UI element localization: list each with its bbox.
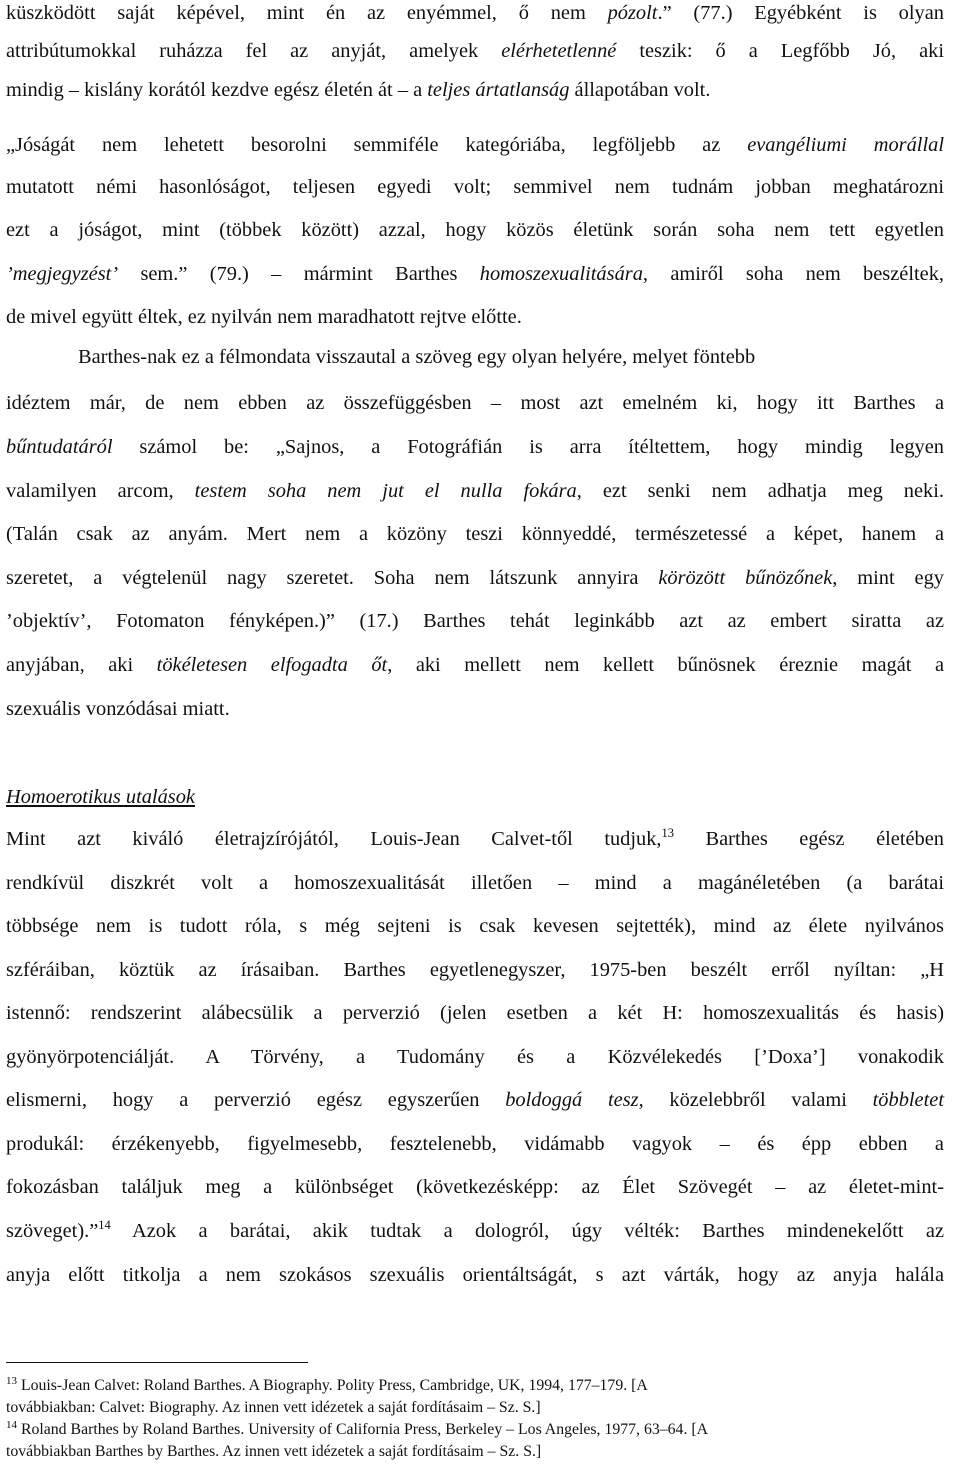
text-segment: , közelebbről valami: [638, 1089, 873, 1111]
text-line: [6, 1218, 944, 1244]
text-segment: fokozásban találjuk meg a különbséget (következésképp: az Élet Szövegét – az életet-mint-: [6, 1176, 944, 1198]
text-segment: Barthes egész életében: [674, 828, 944, 850]
text-segment: többsége nem is tudott róla, s még sejteni is csak kevesen sejtették), mind az élete nyilvános: [6, 915, 944, 937]
text-segment: pózolt: [607, 2, 658, 24]
text-line: [6, 390, 944, 416]
text-segment: küszködött saját képével, mint én az enyémmel, ő nem: [6, 2, 608, 24]
text-line: [6, 696, 944, 722]
text-segment: , amiről soha nem beszéltek,: [642, 263, 945, 285]
text-segment: valamilyen arcom,: [6, 480, 195, 502]
text-segment: Azok a barátai, akik tudtak a dologról, úgy vélték: Barthes mindenekelőtt az: [110, 1220, 944, 1242]
text-line: [6, 652, 944, 678]
text-segment: istennő: rendszerint alábecsülik a perverzió (jelen esetben a két H: homoszexualitás és hasis): [6, 1002, 944, 1024]
text-line: [6, 0, 944, 26]
text-segment: idéztem már, de nem ebben az összefüggésben – most azt emelném ki, hogy itt Barthes a: [6, 392, 944, 414]
text-line: [6, 261, 944, 287]
text-segment: állapotában volt.: [569, 79, 711, 101]
text-segment: szöveget).”: [6, 1220, 99, 1242]
text-segment: mindig – kislány korától kezdve egész életén át – a: [6, 79, 428, 101]
footnote-13: [6, 1376, 944, 1396]
text-segment: Barthes-nak ez a félmondata visszautal a szöveg egy olyan helyére, melyet föntebb: [78, 346, 756, 368]
text-segment: mutatott némi hasonlóságot, teljesen egyedi volt; semmivel nem tudnám jobban meghatározni: [6, 176, 944, 198]
footnote-text: Roland Barthes by Roland Barthes. University of California Press, Berkeley – Los Angeles, 1977, 63–64. [A: [17, 1421, 709, 1438]
section-heading: Homoerotikus utalások: [6, 786, 195, 808]
text-segment: , aki mellett nem kellett bűnösnek éreznie magát a: [387, 654, 944, 676]
text-line: [6, 565, 944, 591]
text-segment: többletet: [872, 1089, 944, 1111]
text-segment: boldoggá tesz: [505, 1089, 639, 1111]
text-line: [6, 521, 944, 547]
text-line: [6, 132, 944, 158]
text-line: [6, 1000, 944, 1026]
text-segment: evangéliumi morállal: [747, 134, 944, 156]
footnote-continuation: továbbiakban Barthes by Barthes. Az innen vett idézetek a saját fordításaim – Sz. S.]: [6, 1443, 542, 1460]
text-line: [6, 913, 944, 939]
text-segment: „Jóságát nem lehetett besorolni semmiféle kategóriába, legföljebb az: [6, 134, 748, 156]
text-line: [6, 434, 944, 460]
text-segment: teljes ártatlanság: [427, 79, 570, 101]
text-line: [6, 217, 944, 243]
text-line: [6, 1044, 944, 1070]
footnote-number: 13: [6, 1375, 17, 1387]
text-line: [6, 1262, 944, 1288]
text-segment: elismerni, hogy a perverzió egész egyszerűen: [6, 1089, 506, 1111]
footnote-continuation: továbbiakban: Calvet: Biography. Az innen vett idézetek a saját fordításaim – Sz. S.]: [6, 1399, 541, 1416]
text-segment: anyjában, aki: [6, 654, 157, 676]
text-segment: homoszexualitására: [479, 263, 643, 285]
text-segment: gyönyörpotenciálját. A Törvény, a Tudomány és a Közvélekedés [’Doxa’] vonakodik: [6, 1046, 944, 1068]
text-segment: szeretet, a végtelenül nagy szeretet. Soha nem látszunk annyira: [6, 567, 659, 589]
text-segment: bűntudatáról: [6, 436, 113, 458]
text-segment: tökéletesen elfogadta őt: [156, 654, 388, 676]
text-line: [6, 870, 944, 896]
text-segment: ezt a jóságot, mint (többek között) azzal, hogy közös életünk során soha nem tett egyetlen: [6, 219, 944, 241]
text-line: [6, 304, 944, 330]
text-segment: ’megjegyzést’: [6, 263, 119, 285]
text-segment: teszik: ő a Legfőbb Jó, aki: [616, 40, 944, 62]
text-segment: .” (77.) Egyébként is olyan: [657, 2, 944, 24]
text-segment: , ezt senki nem adhatja meg neki.: [576, 480, 944, 502]
text-segment: ’objektív’, Fotomaton fényképen.)” (17.) Barthes tehát leginkább azt az embert siratta az: [6, 610, 944, 632]
footnote-text: Louis-Jean Calvet: Roland Barthes. A Biography. Polity Press, Cambridge, UK, 1994, 177–179. [A: [17, 1377, 648, 1394]
text-line: [78, 344, 944, 370]
footnote-14: [6, 1420, 944, 1440]
text-line: [6, 77, 944, 103]
text-segment: körözött bűnözőnek: [658, 567, 833, 589]
text-line: [6, 1087, 944, 1113]
text-line: [6, 826, 944, 852]
text-segment: anyja előtt titkolja a nem szokásos szexuális orientáltságát, s azt várták, hogy az anyja halála: [6, 1264, 944, 1286]
text-segment: elérhetetlenné: [501, 40, 617, 62]
text-line: [6, 38, 944, 64]
text-segment: de mivel együtt éltek, ez nyilván nem maradhatott rejtve előtte.: [6, 306, 522, 328]
text-segment: produkál: érzékenyebb, figyelmesebb, fesztelenebb, vidámabb vagyok – és épp ebben a: [6, 1133, 944, 1155]
text-segment: (Talán csak az anyám. Mert nem a közöny teszi könnyeddé, természetessé a képet, hanem a: [6, 523, 944, 545]
text-segment: Mint azt kiváló életrajzírójától, Louis-Jean Calvet-től tudjuk,: [6, 828, 662, 850]
text-segment: attribútumokkal ruházza fel az anyját, amelyek: [6, 40, 502, 62]
text-line: [6, 1174, 944, 1200]
text-segment: sem.” (79.) – mármint Barthes: [118, 263, 480, 285]
text-segment: szexuális vonzódásai miatt.: [6, 698, 230, 720]
text-line: [6, 957, 944, 983]
text-line: [6, 174, 944, 200]
footnote-separator: [6, 1362, 308, 1363]
text-line: [6, 608, 944, 634]
text-line: [6, 1131, 944, 1157]
text-segment: számol be: „Sajnos, a Fotográfián is arra ítéltettem, hogy mindig legyen: [112, 436, 944, 458]
text-segment: testem soha nem jut el nulla fokára: [194, 480, 577, 502]
text-segment: , mint egy: [832, 567, 944, 589]
text-line: [6, 478, 944, 504]
text-segment: szféráiban, köztük az írásaiban. Barthes egyetlenegyszer, 1975-ben beszélt erről nyíltan: „H: [6, 959, 944, 981]
text-segment: rendkívül diszkrét volt a homoszexualitását illetően – mind a magánéletében (a barátai: [6, 872, 944, 894]
footnote-reference: 14: [98, 1218, 111, 1232]
footnote-number: 14: [6, 1419, 17, 1431]
footnote-reference: 13: [661, 826, 675, 840]
